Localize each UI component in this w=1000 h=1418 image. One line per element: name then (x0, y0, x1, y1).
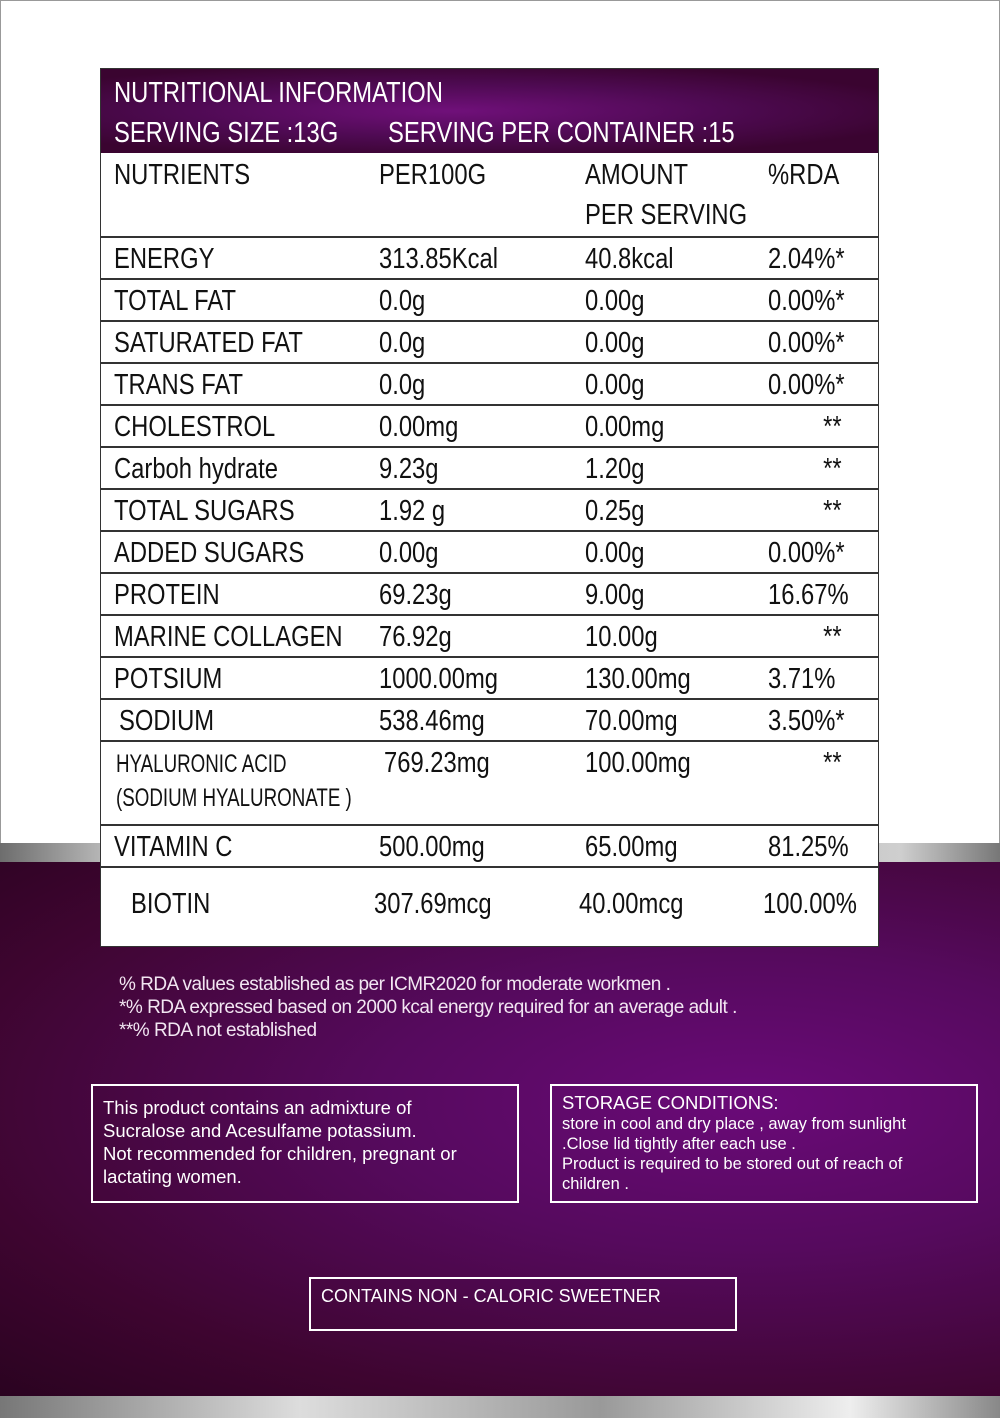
rda-value: 100.00% (763, 888, 857, 920)
nutrient-row (101, 740, 878, 824)
nutrient-row (101, 824, 878, 866)
per-serving-value: 40.00mcg (579, 888, 684, 920)
nutrient-name: VITAMIN C (114, 831, 233, 863)
col-rda: %RDA (768, 159, 840, 191)
per100g-value: 538.46mg (379, 705, 485, 737)
note: **% RDA not established (119, 1020, 317, 1041)
nutrient-row (101, 362, 878, 404)
nutrient-row (101, 656, 878, 698)
rda-value: ** (823, 621, 842, 653)
nutrition-table (100, 68, 879, 947)
nutrient-name: ENERGY (114, 243, 215, 275)
col-amount-line2: PER SERVING (585, 199, 748, 231)
per100g-value: 1.92 g (379, 495, 446, 527)
per-serving-value: 100.00mg (585, 747, 691, 779)
nutrient-name: TRANS FAT (114, 369, 244, 401)
nutrient-row (101, 236, 878, 278)
nutrient-row (101, 866, 878, 946)
nutrient-row (101, 488, 878, 530)
per-serving-value: 9.00g (585, 579, 645, 611)
nutrient-name: SATURATED FAT (114, 327, 303, 359)
col-per100g: PER100G (379, 159, 487, 191)
rda-value: ** (823, 411, 842, 443)
per100g-value: 313.85Kcal (379, 243, 499, 275)
col-amount: AMOUNT (585, 159, 689, 191)
rda-value: 2.04%* (768, 243, 845, 275)
per100g-value: 1000.00mg (379, 663, 499, 695)
column-headers (101, 153, 878, 236)
nutrient-name: Carboh hydrate (114, 453, 278, 485)
per-serving-value: 65.00mg (585, 831, 678, 863)
rda-value: 0.00%* (768, 537, 845, 569)
nutrient-name: BIOTIN (131, 888, 211, 920)
storage-line: .Close lid tightly after each use . (562, 1135, 796, 1153)
per-serving-value: 1.20g (585, 453, 645, 485)
per-serving-value: 0.25g (585, 495, 645, 527)
nutrition-title: NUTRITIONAL INFORMATION (114, 77, 443, 109)
per-serving-value: 0.00g (585, 537, 645, 569)
per-serving-value: 40.8kcal (585, 243, 674, 275)
table-header (101, 69, 878, 153)
rda-value: 0.00%* (768, 285, 845, 317)
per-serving-value: 130.00mg (585, 663, 691, 695)
nutrient-name: HYALURONIC ACID (116, 750, 287, 778)
nutrient-row (101, 530, 878, 572)
per-serving-value: 0.00g (585, 285, 645, 317)
nutrient-row (101, 320, 878, 362)
silver-band-bottom (0, 1396, 1000, 1418)
rda-value: 81.25% (768, 831, 849, 863)
per100g-value: 769.23mg (384, 747, 490, 779)
per-serving-value: 10.00g (585, 621, 658, 653)
warning-box (91, 1084, 519, 1203)
note: % RDA values established as per ICMR2020 for moderate workmen . (119, 974, 671, 995)
nutrient-row (101, 404, 878, 446)
per100g-value: 0.00mg (379, 411, 459, 443)
per-serving-value: 0.00g (585, 327, 645, 359)
storage-line: children . (562, 1175, 629, 1193)
servings-per-container: SERVING PER CONTAINER :15 (388, 117, 735, 149)
storage-line: store in cool and dry place , away from sunlight (562, 1115, 906, 1133)
col-nutrients: NUTRIENTS (114, 159, 251, 191)
per100g-value: 9.23g (379, 453, 439, 485)
nutrient-name-line2: (SODIUM HYALURONATE ) (116, 784, 352, 812)
per100g-value: 69.23g (379, 579, 452, 611)
warning-line: Sucralose and Acesulfame potassium. (103, 1120, 417, 1141)
rda-value: 0.00%* (768, 327, 845, 359)
rda-value: 0.00%* (768, 369, 845, 401)
rda-value: 3.50%* (768, 705, 845, 737)
nutrient-row (101, 572, 878, 614)
rda-value: 16.67% (768, 579, 849, 611)
per-serving-value: 0.00mg (585, 411, 665, 443)
nutrient-name: MARINE COLLAGEN (114, 621, 343, 653)
nutrient-row (101, 278, 878, 320)
note: *% RDA expressed based on 2000 kcal energy required for an average adult . (119, 997, 737, 1018)
sweetener-box (309, 1277, 737, 1331)
nutrient-name: PROTEIN (114, 579, 220, 611)
per-serving-value: 0.00g (585, 369, 645, 401)
per100g-value: 0.00g (379, 537, 439, 569)
sweetener-text: CONTAINS NON - CALORIC SWEETNER (321, 1286, 661, 1306)
warning-line: Not recommended for children, pregnant or (103, 1143, 457, 1164)
warning-line: lactating women. (103, 1166, 242, 1187)
nutrient-name: TOTAL SUGARS (114, 495, 295, 527)
nutrient-name: POTSIUM (114, 663, 223, 695)
storage-title: STORAGE CONDITIONS: (562, 1092, 779, 1113)
rda-value: ** (823, 747, 842, 779)
per100g-value: 307.69mcg (374, 888, 492, 920)
per100g-value: 0.0g (379, 369, 426, 401)
nutrient-name: TOTAL FAT (114, 285, 237, 317)
nutrient-row (101, 446, 878, 488)
rda-value: ** (823, 453, 842, 485)
storage-line: Product is required to be stored out of reach of (562, 1155, 903, 1173)
per100g-value: 0.0g (379, 285, 426, 317)
rda-value: 3.71% (768, 663, 836, 695)
rda-notes (119, 973, 737, 1042)
nutrient-name: SODIUM (119, 705, 215, 737)
per100g-value: 0.0g (379, 327, 426, 359)
per100g-value: 500.00mg (379, 831, 485, 863)
rda-value: ** (823, 495, 842, 527)
nutrient-row (101, 698, 878, 740)
serving-size: SERVING SIZE :13G (114, 117, 339, 149)
nutrient-row (101, 614, 878, 656)
warning-line: This product contains an admixture of (103, 1097, 412, 1118)
storage-box (550, 1084, 978, 1203)
nutrient-name: CHOLESTROL (114, 411, 276, 443)
per-serving-value: 70.00mg (585, 705, 678, 737)
nutrient-name: ADDED SUGARS (114, 537, 305, 569)
per100g-value: 76.92g (379, 621, 452, 653)
